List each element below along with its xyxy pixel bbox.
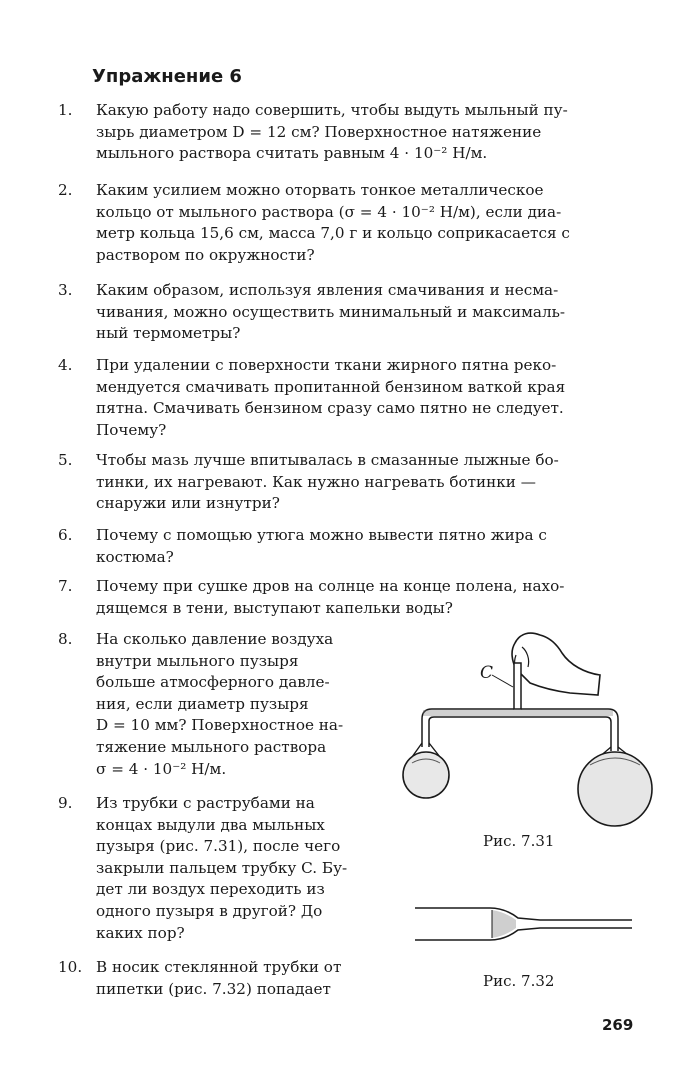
problem-number: 1.	[58, 101, 73, 119]
problem-number: 8.	[58, 630, 73, 648]
problem-number: 9.	[58, 794, 73, 812]
problem-number: 2.	[58, 181, 73, 199]
problem-text: Каким усилием можно оторвать тонкое металлическое кольцо от мыльного раствора (σ = 4 · 10⁻² Н/м), если диа- метр кольца 15,6 см, масса 7,0 г и кольцо соприкасается с раствором по окружности?	[96, 181, 570, 264]
figure-7-31-illustration	[370, 625, 670, 830]
problem-number: 3.	[58, 281, 73, 299]
problem-text: Какую работу надо совершить, чтобы выдуть мыльный пу- зырь диаметром D = 12 см? Поверхностное натяжение мыльного раствора считать равным 4 · 10⁻² Н/м.	[96, 101, 568, 163]
problem-text: В носик стеклянной трубки от пипетки (рис. 7.32) попадает	[96, 958, 342, 998]
problem-text: Почему при сушке дров на солнце на конце полена, нахо- дящемся в тени, выступают капельки воды?	[96, 577, 565, 617]
problem-number: 6.	[58, 526, 73, 544]
vertical-tube	[514, 663, 521, 709]
problem-text: При удалении с поверхности ткани жирного пятна реко- мендуется смачивать пропитанной бензином ваткой края пятна. Смачивать бензином сразу само пятно не следует. Почему?	[96, 356, 566, 439]
problem-number: 5.	[58, 451, 73, 469]
problem-text: Почему с помощью утюга можно вывести пятно жира с костюма?	[96, 526, 547, 566]
exercise-heading: Упражнение 6	[92, 66, 242, 87]
pipette-tube	[415, 908, 632, 940]
problem-text: Чтобы мазь лучше впитывалась в смазанные лыжные бо- тинки, их нагревают. Как нужно нагревать ботинки — снаружи или изнутри?	[96, 451, 559, 513]
label-c: C	[480, 663, 494, 683]
figure-7-31-caption: Рис. 7.31	[483, 832, 555, 850]
large-soap-bubble	[578, 752, 652, 826]
problem-text: На сколько давление воздуха внутри мыльного пузыря больше атмосферного давле- ния, если диаметр пузыря D = 10 мм? Поверхностное на- тяжение мыльного раствора σ = 4 · 10⁻² Н/м.	[96, 630, 344, 778]
problem-number: 4.	[58, 356, 73, 374]
figure-7-32-caption: Рис. 7.32	[483, 972, 555, 990]
problem-text: Каким образом, используя явления смачивания и несма- чивания, можно осуществить минимальный и максималь- ный термометры?	[96, 281, 566, 343]
problem-text: Из трубки с раструбами на концах выдули два мыльных пузыря (рис. 7.31), после чего закрыли пальцем трубку C. Бу- дет ли воздух переходить из одного пузыря в другой? До каких пор?	[96, 794, 348, 942]
problem-number: 7.	[58, 577, 73, 595]
hand-drawing	[512, 633, 600, 695]
figure-7-32-illustration	[410, 900, 635, 950]
page-number: 269	[602, 1016, 634, 1034]
problem-number: 10.	[58, 958, 83, 976]
